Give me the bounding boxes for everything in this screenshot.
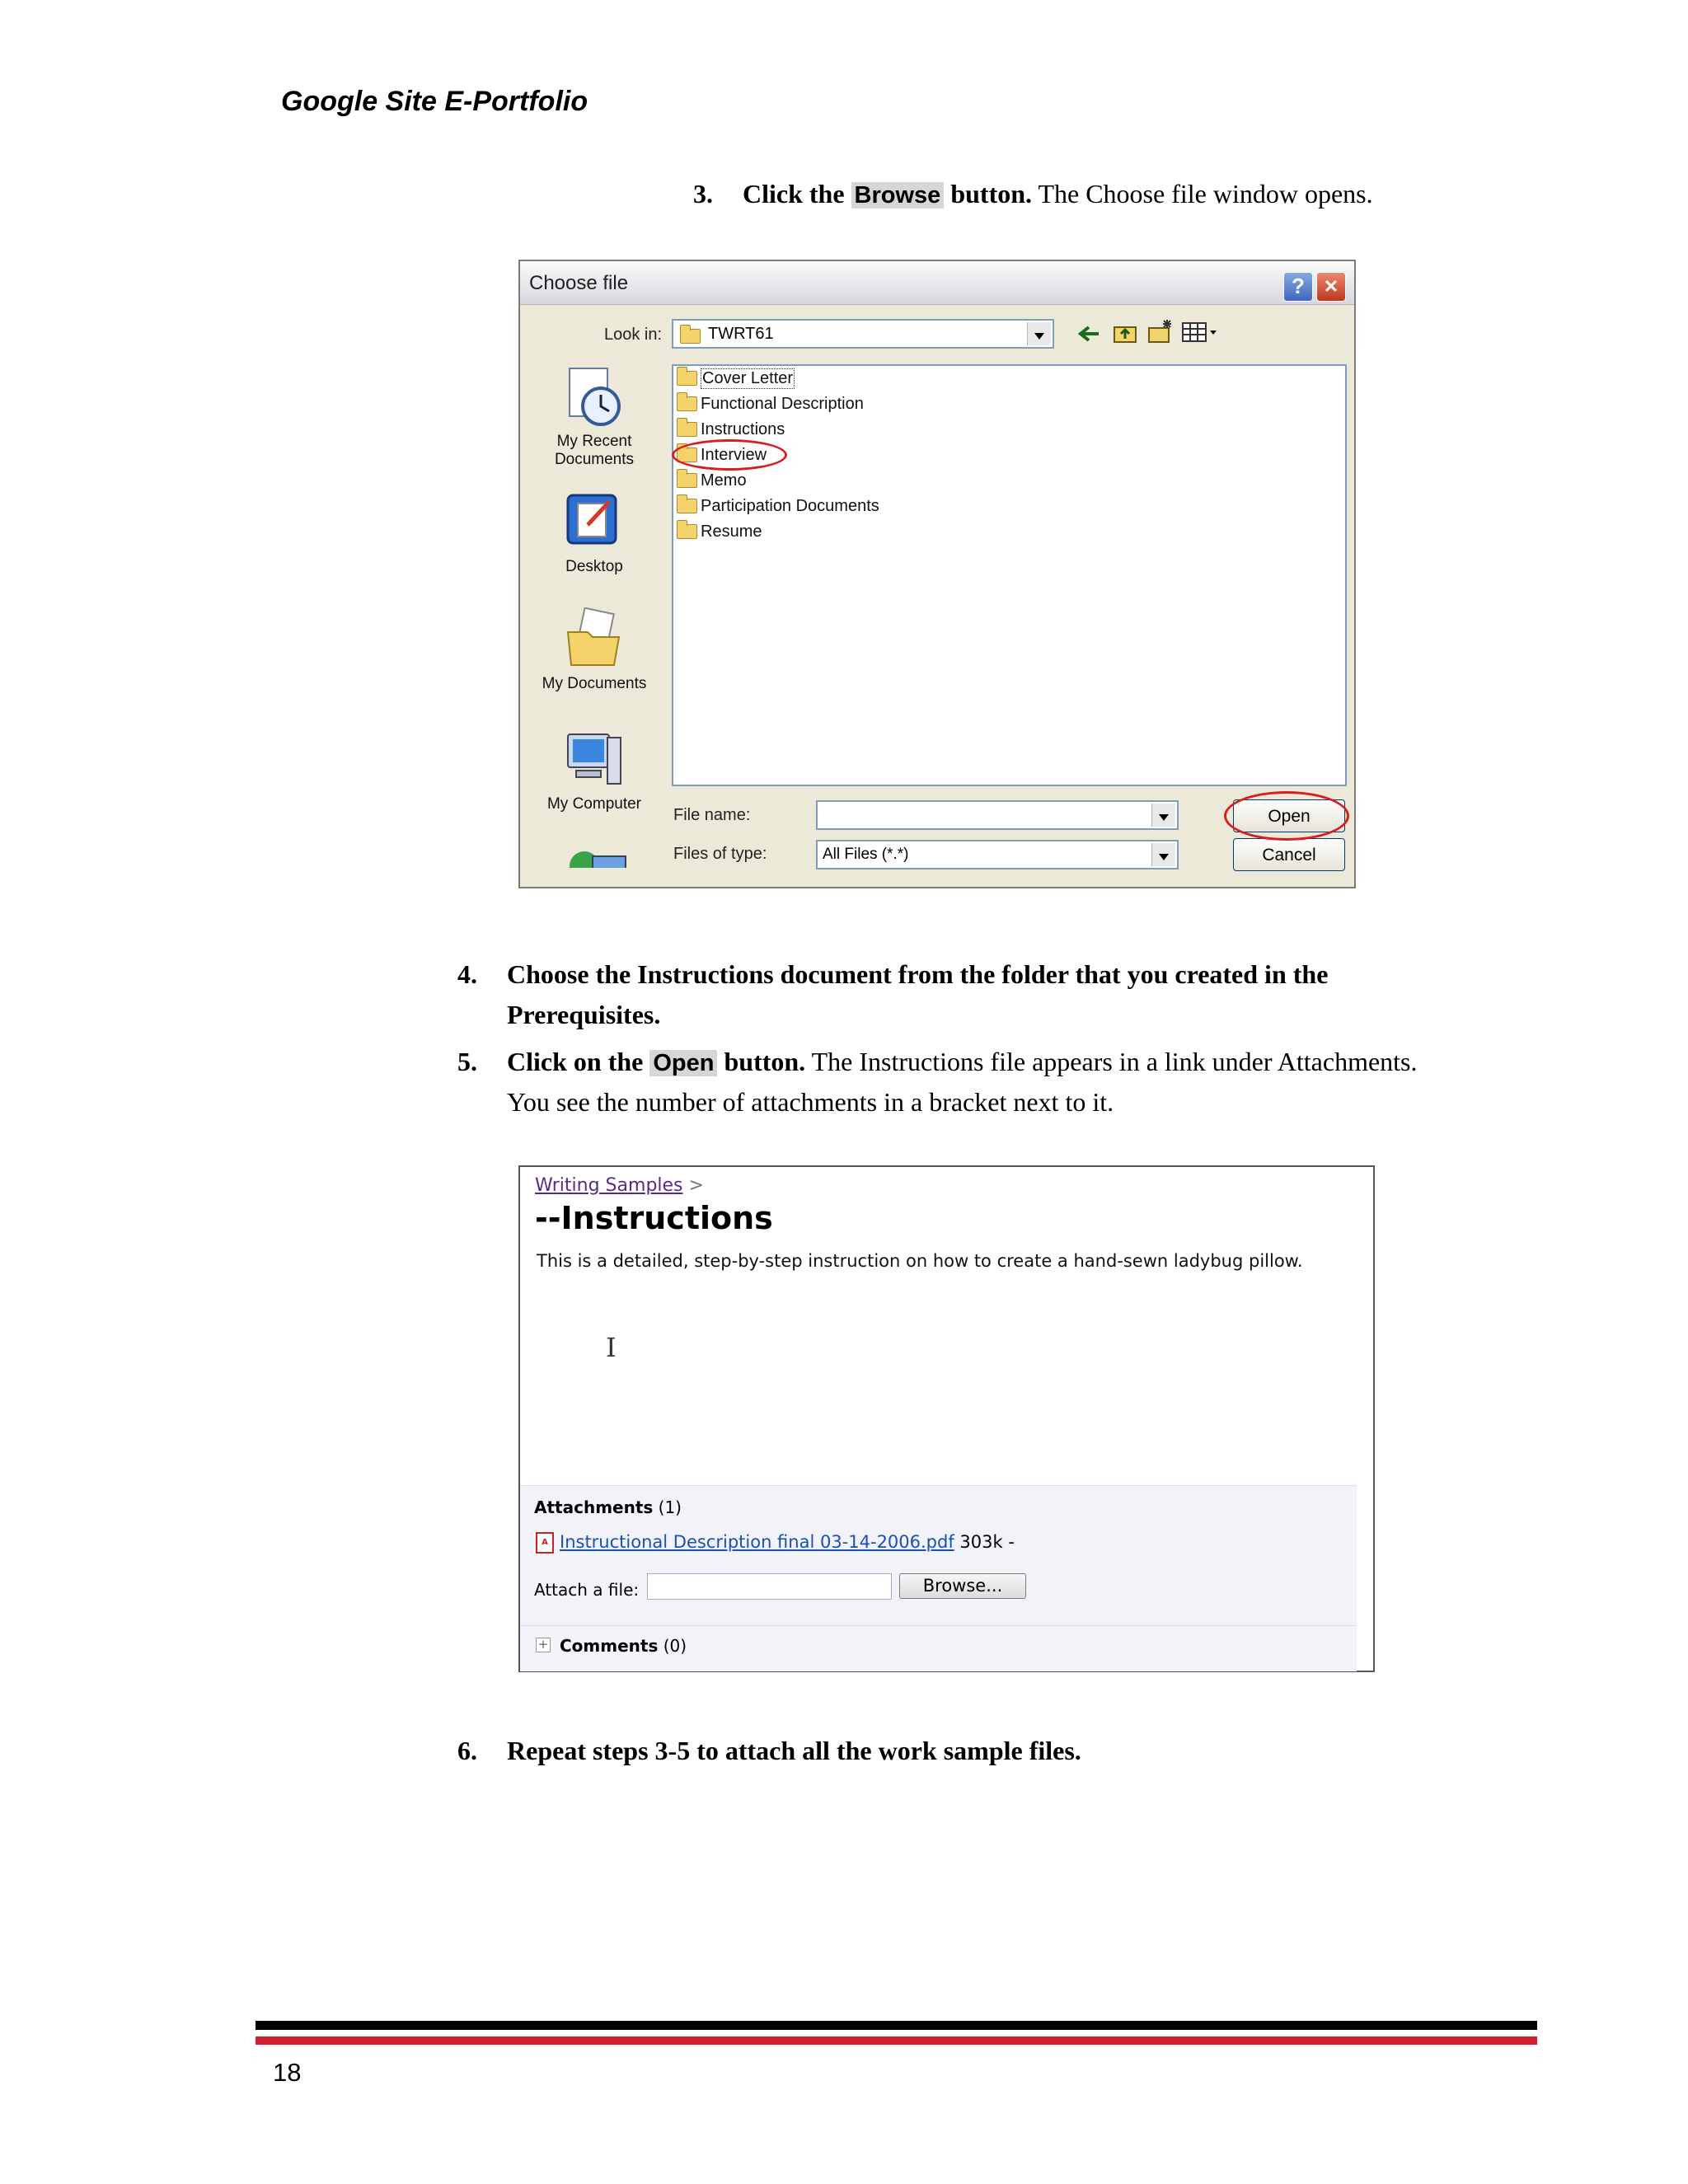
files-of-type-select[interactable] [816, 840, 1179, 869]
attach-file-input[interactable] [647, 1573, 892, 1600]
open-chip: Open [649, 1050, 717, 1076]
file-name: Interview [701, 445, 767, 464]
step-text-bold-post: button. [724, 1047, 806, 1076]
page-body-text: This is a detailed, step-by-step instruction on how to create a hand-sewn ladybug pillow. [537, 1251, 1303, 1271]
comments-count: (0) [663, 1636, 687, 1656]
pdf-icon: A [536, 1532, 554, 1554]
attachments-label: Attachments [534, 1497, 654, 1517]
file-name: Cover Letter [702, 368, 794, 387]
my-documents-icon [563, 607, 626, 670]
chevron-down-icon [1151, 843, 1175, 866]
list-item[interactable] [677, 468, 747, 493]
list-item[interactable] [677, 391, 864, 416]
place-my-documents[interactable] [537, 607, 652, 693]
file-name: Memo [701, 471, 747, 490]
step-4 [457, 954, 1496, 1037]
file-name: Participation Documents [701, 496, 879, 515]
step-text: The Choose file window opens. [1038, 179, 1373, 209]
new-folder-icon[interactable] [1146, 317, 1175, 345]
dialog-title-bar [520, 261, 1354, 305]
folder-icon [677, 499, 697, 513]
step-text-bold: Click on the [507, 1047, 644, 1076]
step-number: 4. [457, 959, 477, 989]
step-number: 3. [693, 179, 713, 209]
step-text: You see the number of attachments in a bracket next to it. [507, 1087, 1114, 1117]
place-my-computer[interactable] [537, 728, 652, 813]
list-item[interactable] [677, 417, 785, 442]
running-header: Google Site E-Portfolio [281, 86, 588, 117]
highlight-ellipse [1224, 791, 1349, 841]
place-my-recent-documents[interactable] [537, 365, 652, 469]
attachments-section [520, 1485, 1357, 1626]
place-desktop[interactable] [537, 490, 652, 576]
browse-button[interactable]: Browse... [899, 1573, 1026, 1599]
folder-icon [677, 396, 697, 411]
step-3 [693, 174, 1600, 215]
step-text-bold: Click the [743, 179, 845, 209]
place-label: My Computer [546, 795, 642, 813]
place-label: My Documents [542, 675, 647, 692]
files-of-type-label: Files of type: [673, 845, 767, 863]
up-folder-icon[interactable] [1112, 321, 1138, 345]
file-name: Functional Description [701, 394, 864, 413]
list-item[interactable] [677, 519, 762, 544]
place-label: My Recent [556, 433, 632, 450]
my-computer-icon [563, 728, 626, 790]
file-name-label: File name: [673, 806, 751, 824]
dialog-title: Choose file [529, 272, 629, 294]
breadcrumb-separator: > [688, 1175, 704, 1196]
page-screenshot [518, 1165, 1375, 1672]
expand-icon[interactable]: + [536, 1638, 551, 1652]
step-6 [457, 1731, 1496, 1772]
list-item[interactable] [677, 494, 879, 518]
files-of-type-value: All Files (*.*) [823, 846, 909, 863]
file-name: Resume [701, 522, 762, 541]
close-button[interactable]: ✕ [1316, 272, 1346, 302]
chevron-down-icon [1151, 804, 1175, 827]
step-5 [457, 1042, 1529, 1124]
folder-icon [677, 371, 697, 386]
file-name: Instructions [701, 419, 785, 438]
page-title: --Instructions [535, 1200, 773, 1236]
help-button[interactable]: ? [1283, 272, 1313, 302]
list-item[interactable] [677, 366, 795, 391]
step-text-bold-post: button. [950, 179, 1033, 209]
back-icon[interactable] [1077, 324, 1102, 344]
recent-documents-icon [563, 365, 626, 428]
folder-icon [677, 524, 697, 539]
step-text-bold: Prerequisites. [507, 1000, 661, 1029]
attachments-count: (1) [658, 1497, 682, 1517]
step-text-bold: Choose the Instructions document from the folder that you created in the [507, 959, 1329, 989]
look-in-value: TWRT61 [708, 325, 774, 343]
browse-chip: Browse [851, 182, 945, 209]
view-menu-icon[interactable] [1181, 321, 1219, 344]
desktop-icon [563, 490, 626, 553]
file-list[interactable] [672, 364, 1347, 786]
step-number: 5. [457, 1047, 477, 1076]
folder-icon [677, 422, 697, 437]
comments-section [520, 1625, 1357, 1671]
file-name-field[interactable] [816, 800, 1179, 830]
breadcrumb-link[interactable]: Writing Samples [535, 1175, 683, 1196]
attachment-link[interactable]: Instructional Description final 03-14-2006.pdf [560, 1532, 954, 1552]
text-cursor-icon: I [606, 1332, 617, 1363]
look-in-label: Look in: [604, 326, 663, 344]
step-text: The Instructions file appears in a link under Attachments. [811, 1047, 1418, 1076]
attach-file-label: Attach a file: [534, 1580, 640, 1600]
folder-icon [677, 473, 697, 488]
network-places-icon[interactable] [563, 843, 629, 868]
footer-rule-black [256, 2021, 1537, 2030]
highlight-ellipse [672, 439, 787, 471]
open-button[interactable]: Open [1233, 799, 1345, 832]
page-number: 18 [273, 2058, 302, 2087]
cancel-button[interactable]: Cancel [1233, 838, 1345, 871]
look-in-select[interactable] [672, 319, 1054, 349]
choose-file-dialog [518, 260, 1356, 888]
place-label: Desktop [565, 558, 623, 575]
step-number: 6. [457, 1736, 477, 1765]
comments-label: Comments [560, 1636, 659, 1656]
place-label: Documents [554, 451, 635, 468]
footer-rule-red [256, 2036, 1537, 2045]
chevron-down-icon [1027, 322, 1051, 345]
attachment-size: 303k - [959, 1532, 1015, 1552]
step-text-bold: Repeat steps 3-5 to attach all the work sample files. [507, 1736, 1081, 1765]
folder-icon [680, 329, 701, 344]
